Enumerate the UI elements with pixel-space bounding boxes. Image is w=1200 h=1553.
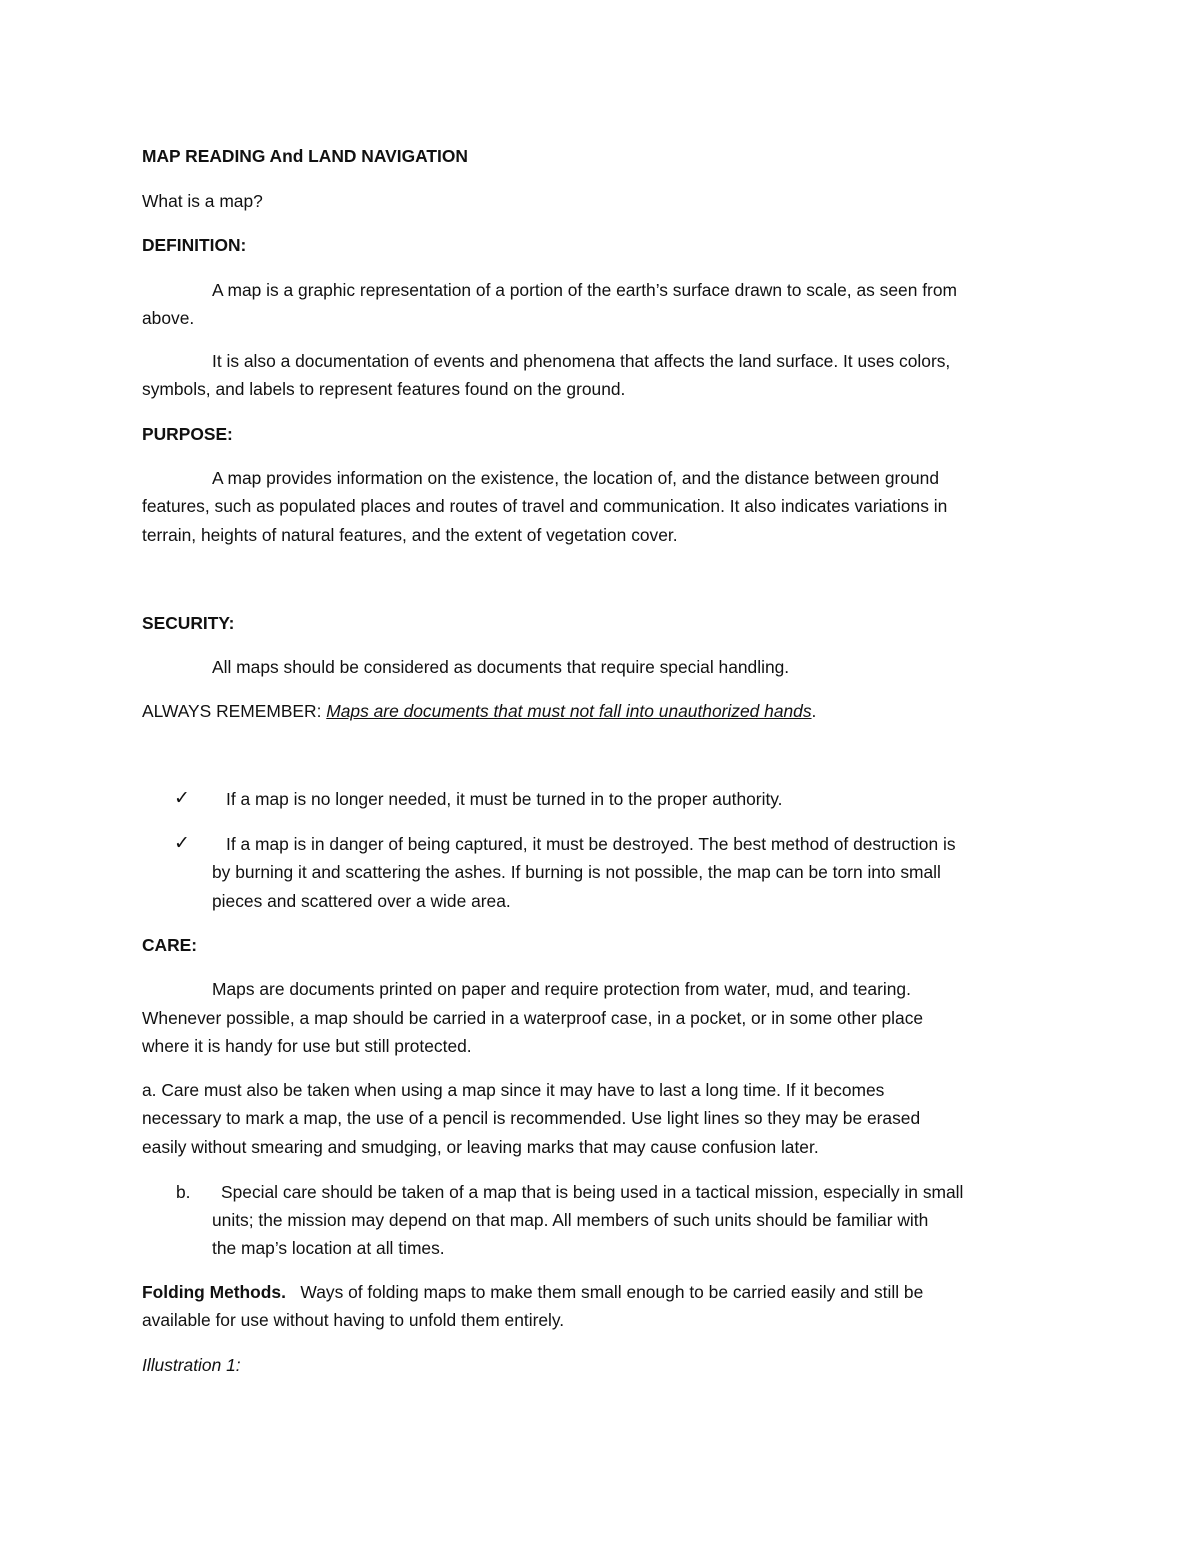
always-remember-emphasis: Maps are documents that must not fall into unauthorized hands <box>326 701 812 721</box>
purpose-line-1: A map provides information on the existence, the location of, and the distance between ground <box>212 468 940 488</box>
security-bullet-2-line-2: by burning it and scattering the ashes. If burning is not possible, the map can be torn into small <box>212 862 941 882</box>
security-bullet-2-line-1: If a map is in danger of being captured, it must be destroyed. The best method of destruction is <box>226 834 956 854</box>
care-item-b-line-3: the map’s location at all times. <box>212 1238 445 1258</box>
care-paragraph-line-1: Maps are documents printed on paper and require protection from water, mud, and tearing. <box>212 979 911 999</box>
security-heading: SECURITY: <box>142 613 235 633</box>
document-title: MAP READING And LAND NAVIGATION <box>142 146 468 166</box>
purpose-heading: PURPOSE: <box>142 424 233 444</box>
definition-paragraph-1-line-2: above. <box>142 308 195 328</box>
care-heading: CARE: <box>142 935 198 955</box>
care-paragraph-line-3: where it is handy for use but still protected. <box>142 1036 472 1056</box>
care-item-b-line-1: Special care should be taken of a map that is being used in a tactical mission, especially in small <box>221 1182 964 1202</box>
care-item-b-line-2: units; the mission may depend on that map. All members of such units should be familiar with <box>212 1210 929 1230</box>
folding-methods-line-2: available for use without having to unfold them entirely. <box>142 1310 565 1330</box>
care-paragraph-line-2: Whenever possible, a map should be carried in a waterproof case, in a pocket, or in some other place <box>142 1008 924 1028</box>
illustration-caption: Illustration 1: <box>142 1355 241 1375</box>
checkmark-icon: ✓ <box>174 787 190 809</box>
always-remember-period: . <box>811 701 817 721</box>
definition-paragraph-2-line-1: It is also a documentation of events and phenomena that affects the land surface. It uses colors, <box>212 351 951 371</box>
security-bullet-1: If a map is no longer needed, it must be turned in to the proper authority. <box>226 789 783 809</box>
security-line-1: All maps should be considered as documents that require special handling. <box>212 657 790 677</box>
always-remember-line <box>142 701 816 721</box>
care-item-a-line-2: necessary to mark a map, the use of a pencil is recommended. Use light lines so they may be erased <box>142 1108 921 1128</box>
folding-methods-text: Ways of folding maps to make them small enough to be carried easily and still be <box>285 1282 924 1302</box>
purpose-line-2: features, such as populated places and routes of travel and communication. It also indicates variations in <box>142 496 948 516</box>
checkmark-icon: ✓ <box>174 832 190 854</box>
folding-methods-heading: Folding Methods. <box>142 1282 286 1302</box>
always-remember-label: ALWAYS REMEMBER: <box>142 701 327 721</box>
purpose-line-3: terrain, heights of natural features, and the extent of vegetation cover. <box>142 525 678 545</box>
care-item-b-marker: b. <box>176 1182 191 1202</box>
question-text: What is a map? <box>142 191 263 211</box>
definition-heading: DEFINITION: <box>142 235 247 255</box>
definition-paragraph-2-line-2: symbols, and labels to represent features found on the ground. <box>142 379 626 399</box>
security-bullet-2-line-3: pieces and scattered over a wide area. <box>212 891 511 911</box>
care-item-a-line-1: a. Care must also be taken when using a map since it may have to last a long time. If it becomes <box>142 1080 885 1100</box>
folding-methods-line-1 <box>142 1282 923 1302</box>
care-item-a-line-3: easily without smearing and smudging, or leaving marks that may cause confusion later. <box>142 1137 819 1157</box>
definition-paragraph-1-line-1: A map is a graphic representation of a portion of the earth’s surface drawn to scale, as seen from <box>212 280 957 300</box>
